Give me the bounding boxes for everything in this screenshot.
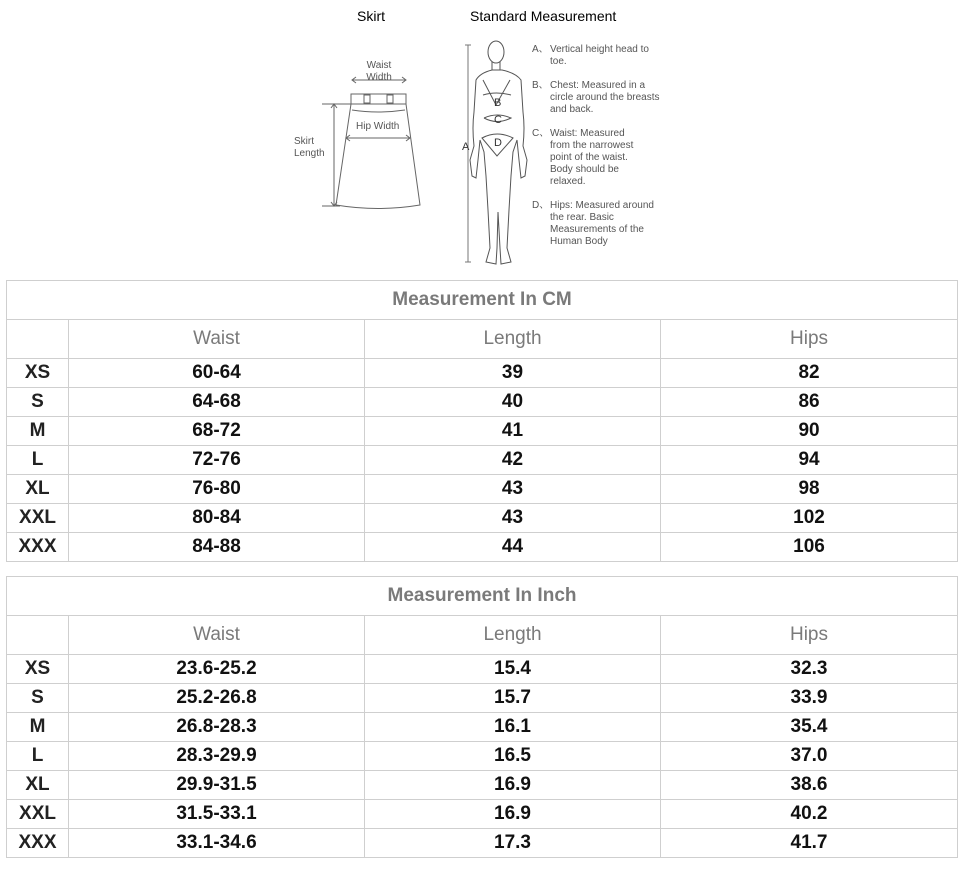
inch-table: [6, 576, 958, 858]
inch-cell-hips: 41.7: [661, 829, 958, 858]
cm-cell-size: XL: [7, 475, 69, 504]
cm-cell-size: S: [7, 388, 69, 417]
body-letter-d: D: [494, 137, 502, 149]
cm-cell-size: XS: [7, 359, 69, 388]
cm-cell-size: XXL: [7, 504, 69, 533]
inch-cell-length: 15.7: [365, 684, 661, 713]
standard-measurement-title: Standard Measurement: [470, 8, 617, 24]
cm-cell-waist: 80-84: [69, 504, 365, 533]
inch-cell-waist: 31.5-33.1: [69, 800, 365, 829]
inch-cell-hips: 32.3: [661, 655, 958, 684]
inch-header-size: [7, 616, 69, 655]
cm-table-header-row: [7, 320, 958, 359]
cm-table-row: [7, 533, 958, 562]
inch-table-title-row: [7, 577, 958, 616]
waist-width-label: [366, 60, 392, 84]
skirt-length-label-line1: Skirt: [294, 136, 314, 147]
definition-c-text: Waist: Measured from the narrowest point of the waist. Body should be relaxed.: [550, 128, 634, 187]
inch-cell-size: XL: [7, 771, 69, 800]
waist-width-label-line1: Waist: [366, 60, 392, 71]
inch-cell-length: 16.9: [365, 800, 661, 829]
waist-width-label-line2: Width: [366, 72, 392, 83]
cm-cell-length: 43: [365, 475, 661, 504]
cm-size-table: [6, 280, 957, 562]
inch-cell-waist: 29.9-31.5: [69, 771, 365, 800]
inch-cell-hips: 33.9: [661, 684, 958, 713]
cm-cell-hips: 98: [661, 475, 958, 504]
inch-cell-waist: 23.6-25.2: [69, 655, 365, 684]
definition-b-text: Chest: Measured in a circle around the breasts and back.: [550, 80, 660, 115]
cm-cell-hips: 82: [661, 359, 958, 388]
cm-cell-waist: 76-80: [69, 475, 365, 504]
inch-size-table: [6, 576, 957, 858]
cm-table-title-row: [7, 281, 958, 320]
inch-cell-waist: 26.8-28.3: [69, 713, 365, 742]
inch-table-row: [7, 684, 958, 713]
definition-a-key: A、: [532, 44, 549, 55]
cm-cell-hips: 106: [661, 533, 958, 562]
inch-cell-length: 16.1: [365, 713, 661, 742]
cm-cell-waist: 60-64: [69, 359, 365, 388]
skirt-length-label-line2: Length: [294, 148, 325, 159]
inch-table-row: [7, 742, 958, 771]
cm-table-row: [7, 475, 958, 504]
cm-cell-length: 41: [365, 417, 661, 446]
definition-d-text: Hips: Measured around the rear. Basic Measurements of the Human Body: [550, 200, 654, 247]
inch-cell-hips: 40.2: [661, 800, 958, 829]
definition-a: [532, 44, 660, 68]
cm-header-size: [7, 320, 69, 359]
cm-cell-waist: 72-76: [69, 446, 365, 475]
inch-table-row: [7, 713, 958, 742]
cm-cell-length: 42: [365, 446, 661, 475]
inch-cell-waist: 25.2-26.8: [69, 684, 365, 713]
cm-cell-hips: 94: [661, 446, 958, 475]
cm-cell-waist: 68-72: [69, 417, 365, 446]
inch-cell-waist: 28.3-29.9: [69, 742, 365, 771]
inch-cell-hips: 38.6: [661, 771, 958, 800]
cm-cell-size: XXX: [7, 533, 69, 562]
inch-cell-waist: 33.1-34.6: [69, 829, 365, 858]
inch-table-row: [7, 655, 958, 684]
definition-c-key: C、: [532, 128, 550, 139]
inch-cell-size: L: [7, 742, 69, 771]
inch-cell-length: 16.9: [365, 771, 661, 800]
body-letter-a: A: [462, 141, 470, 153]
measurement-illustration: [0, 0, 962, 278]
body-letter-b: B: [494, 97, 502, 109]
cm-table-row: [7, 359, 958, 388]
inch-cell-length: 16.5: [365, 742, 661, 771]
cm-header-hips: Hips: [661, 320, 958, 359]
cm-table-row: [7, 446, 958, 475]
cm-cell-waist: 64-68: [69, 388, 365, 417]
inch-table-row: [7, 771, 958, 800]
cm-cell-hips: 102: [661, 504, 958, 533]
definition-c: [532, 128, 646, 188]
cm-header-length: Length: [365, 320, 661, 359]
cm-cell-waist: 84-88: [69, 533, 365, 562]
inch-table-header-row: [7, 616, 958, 655]
inch-cell-size: S: [7, 684, 69, 713]
cm-table: [6, 280, 958, 562]
inch-cell-hips: 35.4: [661, 713, 958, 742]
cm-table-row: [7, 417, 958, 446]
cm-cell-length: 43: [365, 504, 661, 533]
cm-cell-length: 44: [365, 533, 661, 562]
definition-b: [532, 80, 660, 116]
inch-cell-length: 15.4: [365, 655, 661, 684]
inch-cell-size: XXX: [7, 829, 69, 858]
body-letter-c: C: [494, 114, 502, 126]
cm-table-row: [7, 504, 958, 533]
cm-cell-hips: 90: [661, 417, 958, 446]
definition-b-key: B、: [532, 80, 549, 91]
inch-header-waist: Waist: [69, 616, 365, 655]
cm-header-waist: Waist: [69, 320, 365, 359]
inch-table-row: [7, 829, 958, 858]
cm-cell-length: 39: [365, 359, 661, 388]
inch-header-hips: Hips: [661, 616, 958, 655]
cm-cell-size: M: [7, 417, 69, 446]
inch-header-length: Length: [365, 616, 661, 655]
inch-cell-size: XS: [7, 655, 69, 684]
hip-width-label: Hip Width: [356, 121, 400, 132]
inch-cell-length: 17.3: [365, 829, 661, 858]
cm-cell-size: L: [7, 446, 69, 475]
definition-d: [532, 200, 660, 248]
cm-cell-length: 40: [365, 388, 661, 417]
illustration-drawing: [0, 0, 962, 278]
skirt-length-label: [294, 136, 325, 160]
definition-a-text: Vertical height head to toe.: [550, 44, 649, 67]
definition-d-key: D、: [532, 200, 550, 211]
cm-table-row: [7, 388, 958, 417]
inch-cell-size: M: [7, 713, 69, 742]
skirt-title: Skirt: [357, 8, 385, 24]
inch-table-title: Measurement In Inch: [7, 577, 958, 616]
inch-table-row: [7, 800, 958, 829]
inch-cell-hips: 37.0: [661, 742, 958, 771]
inch-cell-size: XXL: [7, 800, 69, 829]
cm-table-title: Measurement In CM: [7, 281, 958, 320]
cm-cell-hips: 86: [661, 388, 958, 417]
